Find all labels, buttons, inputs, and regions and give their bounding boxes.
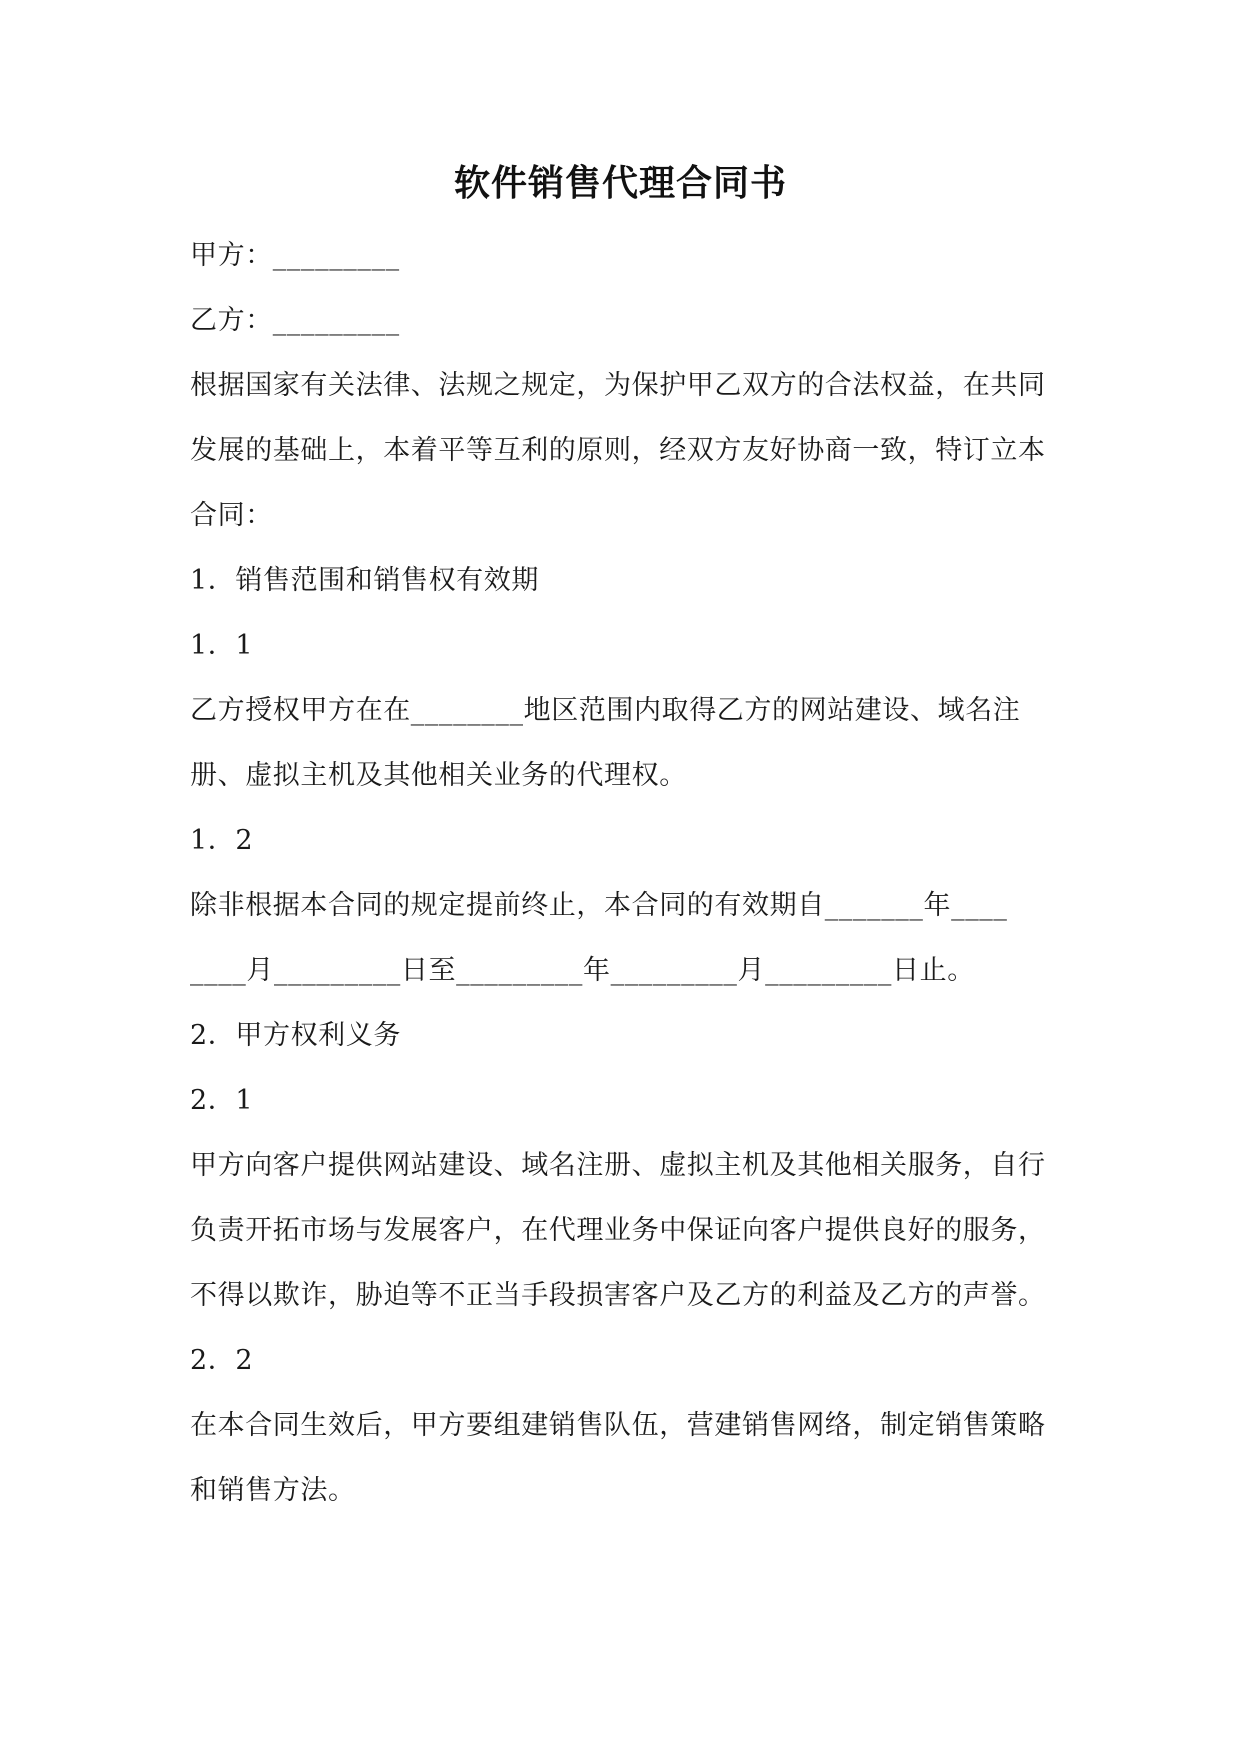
clause-2-2-number: 2．2 bbox=[190, 1345, 254, 1376]
clause-1-2-line-1: 除非根据本合同的规定提前终止，本合同的有效期自_______年____ bbox=[190, 890, 1008, 921]
clause-2-1-number: 2．1 bbox=[190, 1085, 254, 1116]
clause-1-1-text: 乙方授权甲方在在________地区范围内取得乙方的网站建设、域名注册、虚拟主机及其他相关业务的代理权。 bbox=[190, 695, 1021, 791]
section-1-heading: 1．销售范围和销售权有效期 bbox=[190, 565, 539, 596]
clause-2-1-text: 甲方向客户提供网站建设、域名注册、虚拟主机及其他相关服务，自行负责开拓市场与发展客户，在代理业务中保证向客户提供良好的服务，不得以欺诈，胁迫等不正当手段损害客户及乙方的利益及乙方的声誉。 bbox=[190, 1150, 1046, 1311]
document-body bbox=[190, 223, 1070, 1523]
preamble-paragraph: 根据国家有关法律、法规之规定，为保护甲乙双方的合法权益，在共同发展的基础上，本着平等互利的原则，经双方友好协商一致，特订立本合同： bbox=[190, 370, 1046, 531]
section-2-heading: 2．甲方权利义务 bbox=[190, 1020, 401, 1051]
clause-1-2-number: 1．2 bbox=[190, 825, 254, 856]
party-a-line: 甲方：_________ bbox=[190, 240, 400, 271]
clause-1-2-line-2: ____月_________日至_________年_________月_________日止。 bbox=[190, 955, 975, 986]
party-b-line: 乙方：_________ bbox=[190, 305, 400, 336]
document-title: 软件销售代理合同书 bbox=[453, 162, 787, 204]
clause-1-1-number: 1．1 bbox=[190, 630, 254, 661]
clause-2-2-text: 在本合同生效后，甲方要组建销售队伍，营建销售网络，制定销售策略和销售方法。 bbox=[190, 1410, 1046, 1506]
